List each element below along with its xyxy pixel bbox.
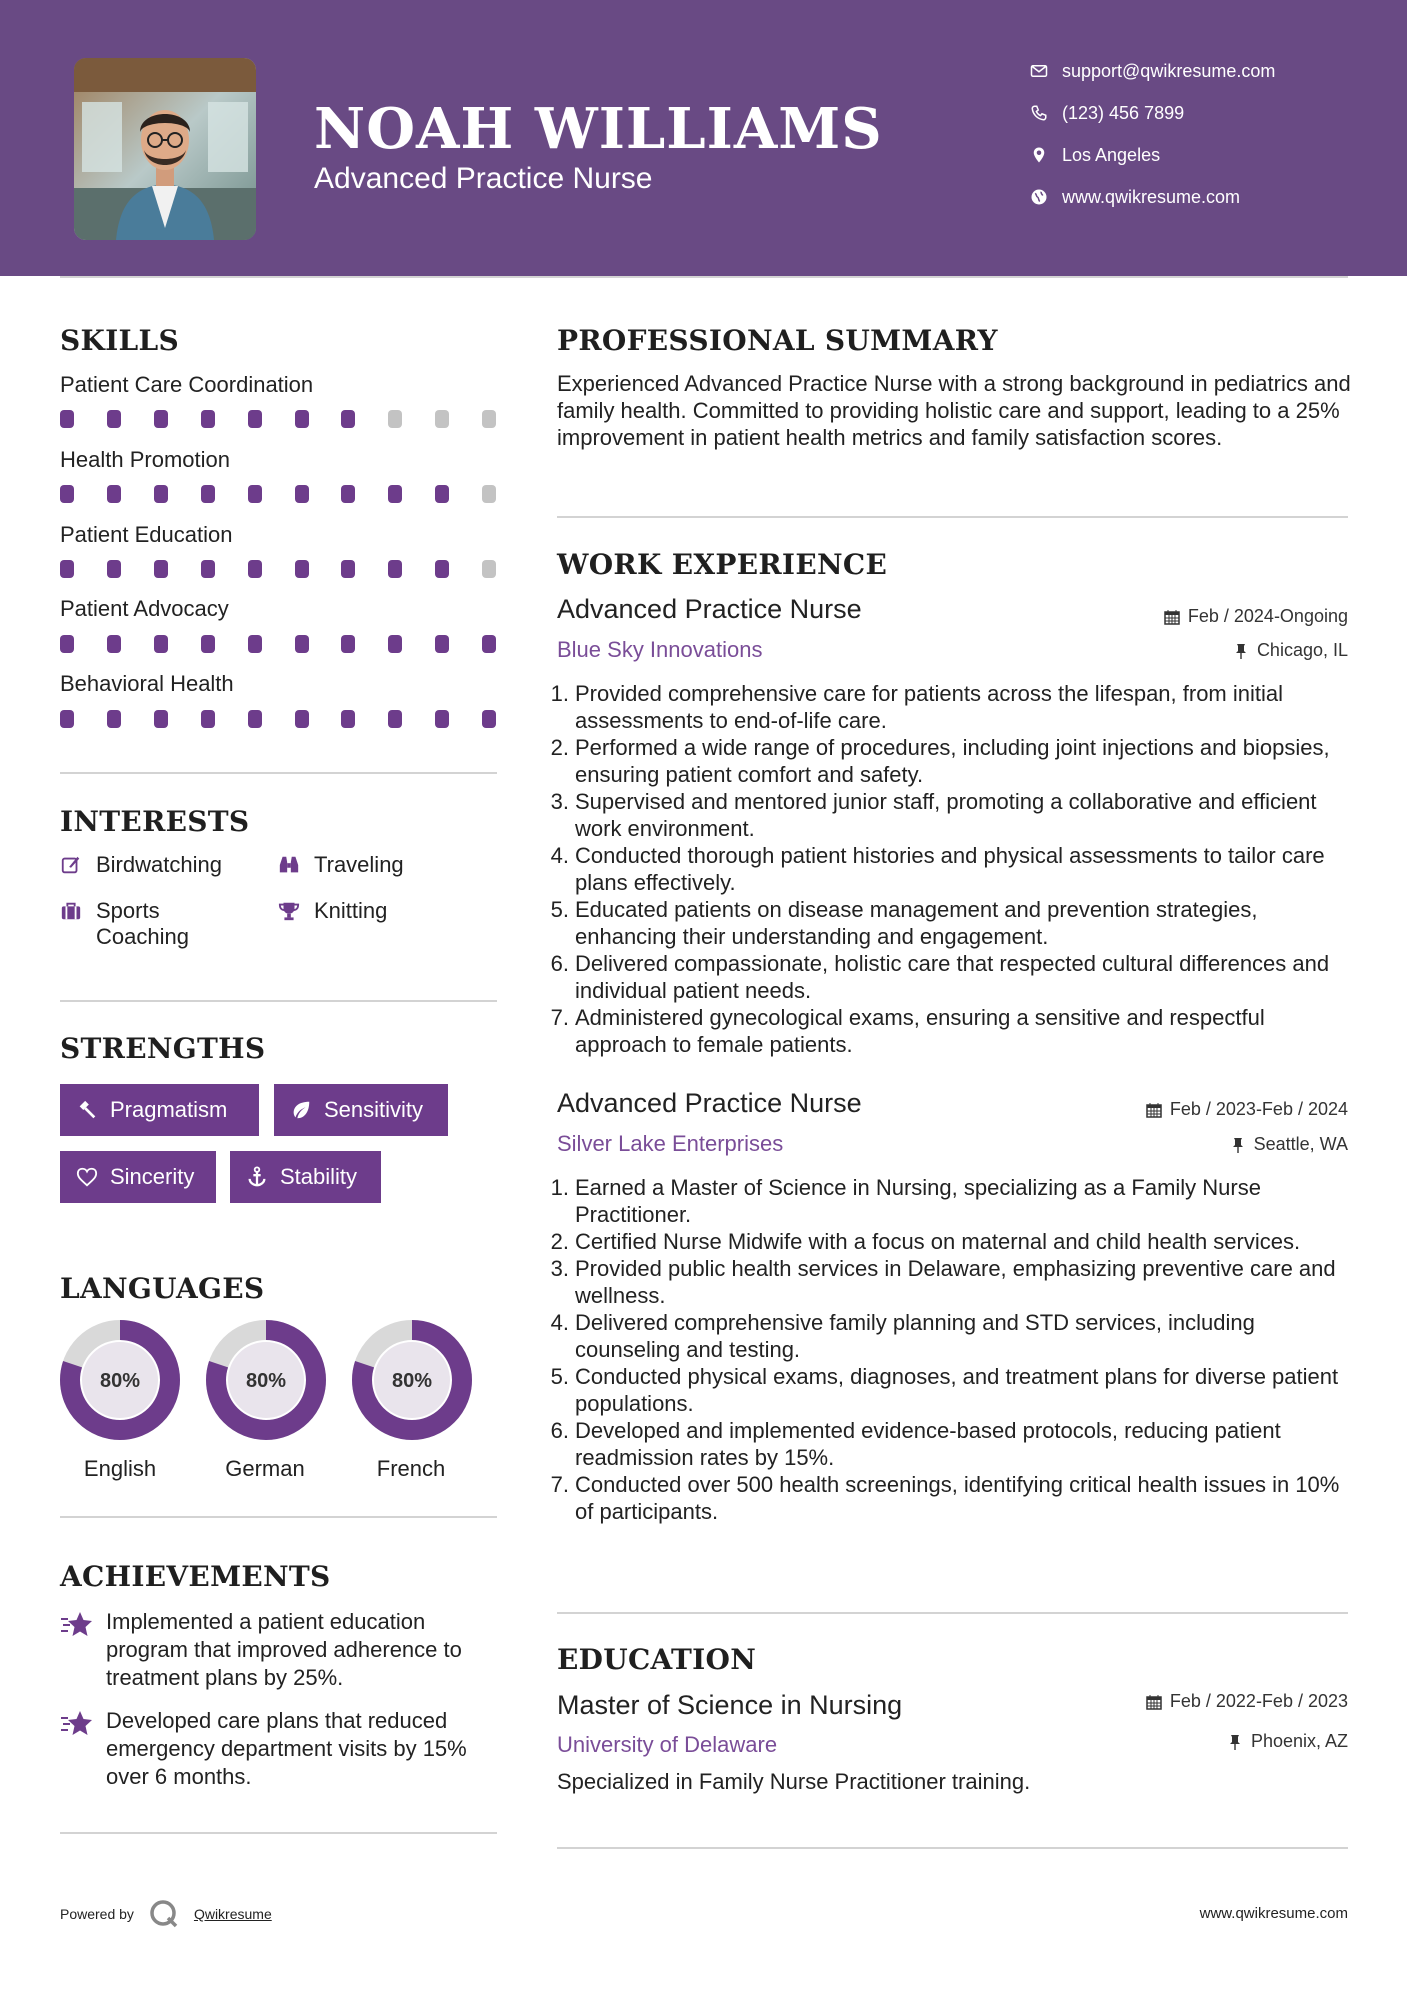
strength-tag [60,1151,216,1203]
skill-dot [435,635,449,653]
candidate-name: NOAH WILLIAMS [314,96,883,162]
experience-title: WORK EXPERIENCE [557,548,888,581]
skill-dot [482,410,496,428]
footer-powered-by [60,1898,272,1930]
education-description: Specialized in Family Nurse Practitioner training. [557,1769,1031,1794]
email-icon [1030,62,1048,80]
skill-label: Behavioral Health [60,671,234,696]
skill-dot [388,635,402,653]
skill-dot [341,410,355,428]
candidate-role: Advanced Practice Nurse [314,162,653,195]
skill-dot [388,710,402,728]
list-item: 4. Conducted thorough patient histories and physical assessments to tailor care plans effectively. [557,842,1357,896]
degree-title: Master of Science in Nursing [557,1690,903,1720]
bullet-text: Delivered compassionate, holistic care that respected cultural differences and individual patient needs. [575,951,1330,1003]
job-location-text: Chicago, IL [1256,640,1348,660]
interest-label: Traveling [314,852,404,877]
list-item: 5. Conducted physical exams, diagnoses, and treatment plans for diverse patient populations. [557,1363,1357,1417]
bullet-text: Conducted physical exams, diagnoses, and treatment plans for diverse patient populations. [575,1364,1339,1416]
skills-title: SKILLS [60,324,180,357]
skill-label: Patient Advocacy [60,596,229,621]
contact-email-text: support@qwikresume.com [1062,60,1276,81]
skill-dot [107,710,121,728]
calendar-icon [1146,1694,1162,1710]
education-date [1146,1691,1348,1712]
skill-dot [295,635,309,653]
leaf-icon [290,1099,312,1121]
list-item: 6. Developed and implemented evidence-based protocols, reducing patient readmission rates by 15%. [557,1417,1357,1471]
skill-dot [435,410,449,428]
location-pin-icon [1030,146,1048,164]
phone-icon [1030,104,1048,122]
pin-icon [1227,1734,1243,1750]
skill-dot [341,560,355,578]
pin-icon [1233,643,1249,659]
strengths-title: STRENGTHS [60,1032,266,1065]
skill-dot [201,560,215,578]
skill-dot [154,710,168,728]
list-item: 6. Delivered compassionate, holistic care that respected cultural differences and individual patient needs. [557,950,1357,1004]
bullet-text: Provided comprehensive care for patients across the lifespan, from initial assessments to end-of-life care. [575,681,1284,733]
strength-label: Stability [280,1164,358,1189]
gavel-icon [76,1099,98,1121]
interest-label: Sports Coaching [96,898,189,949]
list-item: 2. Performed a wide range of procedures, including joint injections and biopsies, ensuring patient comfort and safety. [557,734,1357,788]
skill-dot [388,485,402,503]
bullet-text: Conducted thorough patient histories and physical assessments to tailor care plans effectively. [575,843,1325,895]
skill-dot [154,485,168,503]
binoculars-icon [278,854,300,876]
skill-dot [248,560,262,578]
achievement-item [60,1608,500,1692]
job-responsibilities [550,1174,1357,1525]
language-name: German [225,1456,305,1481]
job-location-text: Seattle, WA [1253,1134,1348,1154]
bullet-text: Provided public health services in Delaware, emphasizing preventive care and wellness. [575,1256,1336,1308]
language-gauge [59,1319,181,1441]
achievement-text: Developed care plans that reduced emergency department visits by 15% over 6 months. [106,1708,467,1789]
list-item: 2. Certified Nurse Midwife with a focus on maternal and child health services. [550,1229,1301,1254]
skill-dot [248,410,262,428]
section-divider [557,1847,1348,1849]
strength-tag [274,1084,448,1136]
interest-item [278,852,498,878]
skill-dot [435,485,449,503]
bullet-text: Earned a Master of Science in Nursing, specializing as a Family Nurse Practitioner. [575,1175,1261,1227]
briefcase-icon [60,900,82,922]
footer-url[interactable]: www.qwikresume.com [1199,1905,1348,1922]
strength-tag [60,1084,259,1136]
calendar-icon [1164,609,1180,625]
skill-dot [60,410,74,428]
strength-label: Sensitivity [324,1097,424,1122]
star-icon [60,1709,94,1739]
bullet-text: Performed a wide range of procedures, including joint injections and biopsies, ensuring patient comfort and safety. [575,735,1330,787]
skill-dot [107,485,121,503]
achievements-title: ACHIEVEMENTS [60,1560,331,1593]
language-name: English [83,1456,157,1481]
skill-label: Patient Care Coordination [60,372,314,397]
bullet-text: Conducted over 500 health screenings, identifying critical health issues in 10% of participants. [575,1472,1340,1524]
list-item: 1. Provided comprehensive care for patients across the lifespan, from initial assessments to end-of-life care. [557,680,1357,734]
skill-dot [482,560,496,578]
interest-label: Knitting [314,898,388,923]
job-title: Advanced Practice Nurse [557,594,862,624]
language-percent: 80% [245,1370,287,1392]
interests-title: INTERESTS [60,805,250,838]
skill-dot [60,485,74,503]
profile-photo [74,58,256,240]
trophy-icon [278,900,300,922]
education-date-text: Feb / 2022-Feb / 2023 [1169,1691,1348,1711]
achievement-text: Implemented a patient education program that improved adherence to treatment plans by 25%. [106,1609,462,1690]
skill-dot [295,410,309,428]
job-date-text: Feb / 2023-Feb / 2024 [1169,1099,1348,1119]
skill-dot [435,560,449,578]
bullet-text: Certified Nurse Midwife with a focus on maternal and child health services. [575,1229,1301,1254]
education-location [1227,1731,1348,1752]
job-date-text: Feb / 2024-Ongoing [1187,606,1348,626]
pin-icon [1230,1137,1246,1153]
achievement-item [60,1707,500,1791]
skill-dot [482,485,496,503]
interest-item [278,898,498,924]
contact-location-text: Los Angeles [1062,144,1161,165]
summary-text: Experienced Advanced Practice Nurse with a strong background in pediatrics and family health. Committed to providing holistic care and support, leading to a 25% improvement in patient health metrics and family satisfaction scores. [557,371,1351,450]
interest-item [60,898,190,950]
language-percent: 80% [99,1370,141,1392]
contact-email[interactable] [1030,56,1275,86]
job-location [1233,640,1348,661]
skill-dot [201,410,215,428]
skill-dot [154,410,168,428]
list-item: 4. Delivered comprehensive family planning and STD services, including counseling and testing. [557,1309,1357,1363]
language-name: French [376,1456,446,1481]
skill-dot [248,485,262,503]
job-date [1164,606,1348,627]
bullet-text: Administered gynecological exams, ensuring a sensitive and respectful approach to female patients. [575,1005,1265,1057]
section-divider [60,1000,497,1002]
contact-website-text: www.qwikresume.com [1062,186,1241,207]
job-title: Advanced Practice Nurse [557,1088,862,1118]
list-item: 1. Earned a Master of Science in Nursing, specializing as a Family Nurse Practitioner. [557,1174,1357,1228]
skill-dot [435,710,449,728]
skill-dot [482,635,496,653]
job-location [1230,1134,1348,1155]
bullet-text: Educated patients on disease management and prevention strategies, enhancing their understanding and engagement. [575,897,1258,949]
header-divider [60,276,1348,278]
language-gauge [351,1319,473,1441]
skill-dot [60,635,74,653]
skill-dot [154,560,168,578]
skill-dot [341,485,355,503]
skill-dot [60,710,74,728]
heart-icon [76,1166,98,1188]
bullet-text: Developed and implemented evidence-based protocols, reducing patient readmission rates by 15%. [575,1418,1281,1470]
powered-by-label: Powered by [60,1906,134,1922]
summary-title: PROFESSIONAL SUMMARY [557,324,998,357]
section-divider [557,516,1348,518]
qwikresume-logo-icon [148,1898,180,1930]
language-donut [59,1319,181,1441]
education-title: EDUCATION [557,1643,757,1676]
contact-location [1030,140,1160,170]
section-divider [60,1516,497,1518]
bullet-text: Supervised and mentored junior staff, promoting a collaborative and efficient work environment. [575,789,1317,841]
skill-dot [295,485,309,503]
contact-website[interactable] [1030,182,1240,212]
skill-dot [295,560,309,578]
calendar-icon [1146,1102,1162,1118]
skill-dot [107,410,121,428]
skill-dot [248,635,262,653]
section-divider [557,1612,1348,1614]
skill-dot [201,710,215,728]
languages-title: LANGUAGES [60,1272,265,1305]
list-item: 7. Conducted over 500 health screenings, identifying critical health issues in 10% of participants. [557,1471,1357,1525]
skill-dot [341,635,355,653]
interest-label: Birdwatching [96,852,222,877]
language-donut [205,1319,327,1441]
skill-dot [107,560,121,578]
section-divider [60,1832,497,1834]
language-donut [351,1319,473,1441]
footer-brand-link[interactable]: Qwikresume [193,1906,272,1922]
anchor-icon [246,1166,268,1188]
bullet-text: Delivered comprehensive family planning and STD services, including counseling and testing. [575,1310,1255,1362]
strength-label: Sincerity [110,1164,195,1189]
skill-dot [201,635,215,653]
list-item: 3. Supervised and mentored junior staff, promoting a collaborative and efficient work environment. [557,788,1357,842]
star-icon [60,1610,94,1640]
skill-label: Patient Education [60,522,233,547]
header-banner [0,0,1407,276]
contact-phone[interactable] [1030,98,1184,128]
job-company: Silver Lake Enterprises [557,1131,784,1156]
skill-dot [482,710,496,728]
job-company: Blue Sky Innovations [557,637,763,662]
job-date [1146,1099,1348,1120]
skill-dot [248,710,262,728]
education-location-text: Phoenix, AZ [1250,1731,1348,1751]
list-item: 5. Educated patients on disease management and prevention strategies, enhancing their understanding and engagement. [557,896,1357,950]
skill-dot [295,710,309,728]
skill-dot [388,560,402,578]
list-item: 7. Administered gynecological exams, ensuring a sensitive and respectful approach to female patients. [557,1004,1357,1058]
skill-dot [341,710,355,728]
skill-dot [60,560,74,578]
list-item: 3. Provided public health services in Delaware, emphasizing preventive care and wellness. [557,1255,1357,1309]
language-gauge [205,1319,327,1441]
skill-dot [154,635,168,653]
job-responsibilities [550,680,1357,1058]
skill-label: Health Promotion [60,447,230,472]
interest-item [60,852,260,878]
globe-icon [1030,188,1048,206]
strength-label: Pragmatism [110,1097,228,1122]
skill-dot [201,485,215,503]
contact-phone-text: (123) 456 7899 [1062,102,1185,123]
section-divider [60,772,497,774]
skill-dot [107,635,121,653]
language-percent: 80% [391,1370,433,1392]
skill-dot [388,410,402,428]
school-name: University of Delaware [557,1732,778,1757]
strength-tag [230,1151,381,1203]
edit-icon [60,854,82,876]
